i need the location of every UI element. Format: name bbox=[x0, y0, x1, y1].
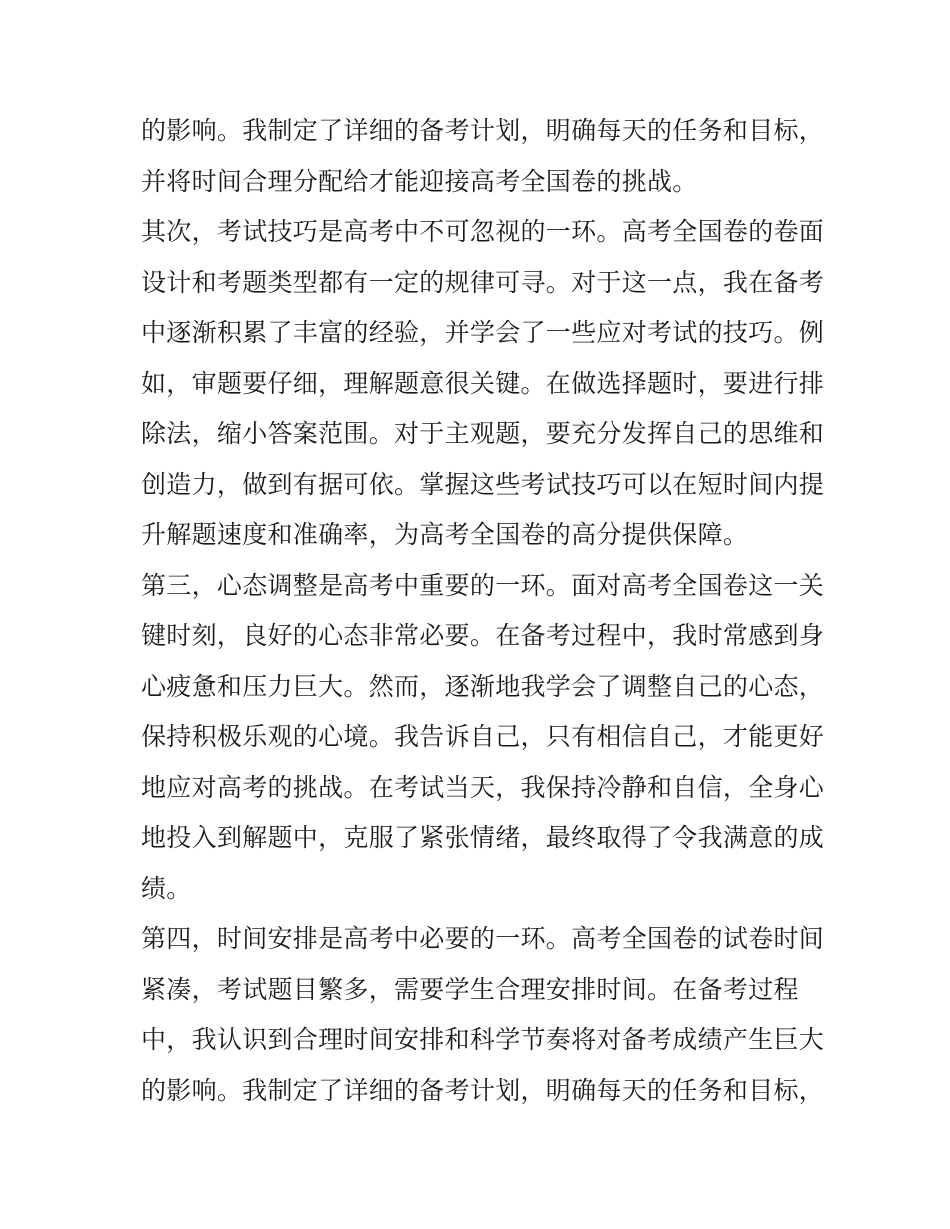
text-line: 地应对高考的挑战。在考试当天，我保持冷静和自信，全身心 bbox=[141, 772, 825, 802]
text-line: 中，我认识到合理时间安排和科学节奏将对备考成绩产生巨大 bbox=[141, 1025, 825, 1054]
text-line: 如，审题要仔细，理解题意很关键。在做选择题时，要进行排 bbox=[141, 368, 825, 398]
text-line: 紧凑，考试题目繁多，需要学生合理安排时间。在备考过程 bbox=[141, 974, 799, 1004]
text-line: 除法，缩小答案范围。对于主观题，要充分发挥自己的思维和 bbox=[141, 419, 825, 448]
text-line: 保持积极乐观的心境。我告诉自己，只有相信自己，才能更好 bbox=[141, 722, 825, 751]
text-line: 并将时间合理分配给才能迎接高考全国卷的挑战。 bbox=[141, 166, 698, 196]
text-line: 第三，心态调整是高考中重要的一环。面对高考全国卷这一关 bbox=[141, 570, 825, 600]
text-line: 其次，考试技巧是高考中不可忽视的一环。高考全国卷的卷面 bbox=[141, 217, 825, 246]
text-line: 键时刻，良好的心态非常必要。在备考过程中，我时常感到身 bbox=[141, 621, 825, 650]
text-line: 创造力，做到有据可依。掌握这些考试技巧可以在短时间内提 bbox=[141, 469, 825, 499]
body-text bbox=[141, 106, 825, 1116]
text-line: 的影响。我制定了详细的备考计划，明确每天的任务和目标， bbox=[141, 1075, 825, 1105]
text-line: 第四，时间安排是高考中必要的一环。高考全国卷的试卷时间 bbox=[141, 924, 825, 953]
text-line: 绩。 bbox=[141, 873, 192, 903]
text-line: 的影响。我制定了详细的备考计划，明确每天的任务和目标， bbox=[141, 116, 825, 145]
text-line: 心疲惫和压力巨大。然而，逐渐地我学会了调整自己的心态， bbox=[141, 671, 825, 701]
text-line: 设计和考题类型都有一定的规律可寻。对于这一点，我在备考 bbox=[141, 267, 825, 297]
text-line: 中逐渐积累了丰富的经验，并学会了一些应对考试的技巧。例 bbox=[141, 318, 825, 347]
text-line: 升解题速度和准确率，为高考全国卷的高分提供保障。 bbox=[141, 520, 749, 549]
text-line: 地投入到解题中，克服了紧张情绪，最终取得了令我满意的成 bbox=[141, 823, 825, 852]
